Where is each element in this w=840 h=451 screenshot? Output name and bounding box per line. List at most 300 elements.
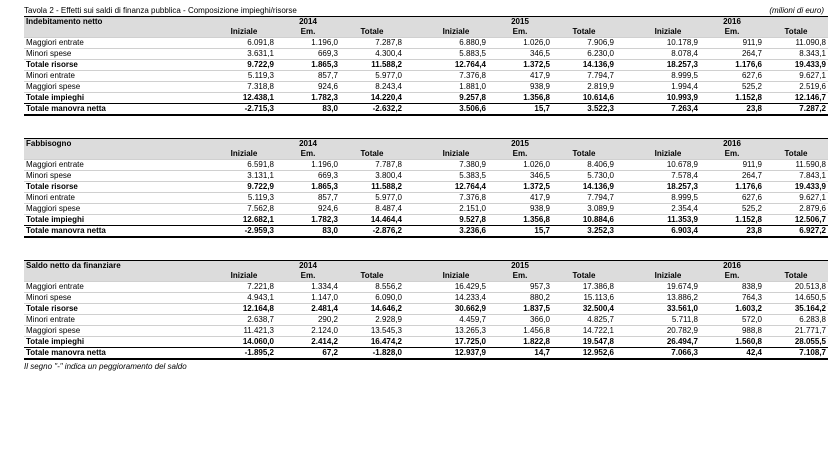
value-cell: 23,8 <box>700 226 764 238</box>
value-cell: 4.300,4 <box>340 49 404 60</box>
gap-cell <box>404 93 424 104</box>
column-subheader: Iniziale <box>636 149 700 160</box>
value-cell: 23,8 <box>700 104 764 116</box>
row-label: Totale risorse <box>24 304 212 315</box>
value-cell: 17.386,8 <box>552 282 616 293</box>
gap-cell <box>616 60 636 71</box>
value-cell: 7.794,7 <box>552 193 616 204</box>
year-header: 2015 <box>424 261 616 272</box>
value-cell: 838,9 <box>700 282 764 293</box>
value-cell: 21.771,7 <box>764 326 828 337</box>
empty-cell <box>24 27 212 38</box>
table-row <box>24 82 828 93</box>
value-cell: 7.263,4 <box>636 104 700 116</box>
value-cell: 3.800,4 <box>340 171 404 182</box>
gap-cell <box>616 215 636 226</box>
value-cell: 8.487,4 <box>340 204 404 215</box>
value-cell: 5.383,5 <box>424 171 488 182</box>
value-cell: 13.265,3 <box>424 326 488 337</box>
gap-cell <box>404 49 424 60</box>
value-cell: 9.722,9 <box>212 182 276 193</box>
year-header: 2015 <box>424 139 616 150</box>
gap-cell <box>404 38 424 49</box>
table-row <box>24 204 828 215</box>
column-subheader: Em. <box>488 149 552 160</box>
value-cell: 14,7 <box>488 348 552 360</box>
value-cell: 67,2 <box>276 348 340 360</box>
value-cell: 1.026,0 <box>488 38 552 49</box>
value-cell: -2.959,3 <box>212 226 276 238</box>
gap-cell <box>616 182 636 193</box>
section-header-row <box>24 139 828 150</box>
column-subheader-row <box>24 271 828 282</box>
value-cell: 911,9 <box>700 160 764 171</box>
units-label: (milioni di euro) <box>769 6 824 15</box>
value-cell: 20.513,8 <box>764 282 828 293</box>
gap-cell <box>404 171 424 182</box>
value-cell: 12.146,7 <box>764 93 828 104</box>
year-header: 2016 <box>636 261 828 272</box>
empty-cell <box>24 149 212 160</box>
column-subheader: Em. <box>276 271 340 282</box>
row-label: Minori spese <box>24 293 212 304</box>
gap-cell <box>404 71 424 82</box>
section-title: Fabbisogno <box>24 139 212 150</box>
value-cell: 3.252,3 <box>552 226 616 238</box>
value-cell: 264,7 <box>700 171 764 182</box>
value-cell: 14.233,4 <box>424 293 488 304</box>
value-cell: 8.556,2 <box>340 282 404 293</box>
value-cell: 11.421,3 <box>212 326 276 337</box>
table-row <box>24 38 828 49</box>
value-cell: 14.060,0 <box>212 337 276 348</box>
gap-cell <box>404 60 424 71</box>
section-spacer <box>24 116 824 138</box>
section-title: Indebitamento netto <box>24 17 212 28</box>
row-label: Totale impieghi <box>24 215 212 226</box>
value-cell: -2.876,2 <box>340 226 404 238</box>
value-cell: 7.066,3 <box>636 348 700 360</box>
table-caption <box>24 6 824 16</box>
value-cell: 5.977,0 <box>340 71 404 82</box>
gap-cell <box>616 348 636 360</box>
value-cell: 1.196,0 <box>276 38 340 49</box>
value-cell: 938,9 <box>488 82 552 93</box>
row-label: Totale risorse <box>24 182 212 193</box>
value-cell: 6.903,4 <box>636 226 700 238</box>
value-cell: 1.147,0 <box>276 293 340 304</box>
value-cell: 14.136,9 <box>552 60 616 71</box>
gap-cell <box>404 149 424 160</box>
gap-cell <box>616 226 636 238</box>
value-cell: 1.372,5 <box>488 60 552 71</box>
value-cell: 3.522,3 <box>552 104 616 116</box>
value-cell: 1.881,0 <box>424 82 488 93</box>
value-cell: 6.591,8 <box>212 160 276 171</box>
gap-cell <box>404 27 424 38</box>
column-subheader: Totale <box>340 27 404 38</box>
table-row <box>24 315 828 326</box>
value-cell: 8.243,4 <box>340 82 404 93</box>
gap-cell <box>616 17 636 28</box>
value-cell: 627,6 <box>700 193 764 204</box>
row-label: Totale risorse <box>24 60 212 71</box>
value-cell: 12.764,4 <box>424 60 488 71</box>
column-subheader: Em. <box>276 27 340 38</box>
year-header: 2014 <box>212 17 404 28</box>
year-header: 2016 <box>636 17 828 28</box>
section-spacer <box>24 238 824 260</box>
value-cell: 10.678,9 <box>636 160 700 171</box>
column-subheader: Totale <box>552 271 616 282</box>
year-header: 2014 <box>212 139 404 150</box>
value-cell: 11.588,2 <box>340 60 404 71</box>
value-cell: 83,0 <box>276 226 340 238</box>
gap-cell <box>616 27 636 38</box>
gap-cell <box>616 149 636 160</box>
row-label: Minori entrate <box>24 71 212 82</box>
gap-cell <box>616 315 636 326</box>
column-subheader: Iniziale <box>212 27 276 38</box>
value-cell: 28.055,5 <box>764 337 828 348</box>
gap-cell <box>404 315 424 326</box>
value-cell: 1.152,8 <box>700 215 764 226</box>
gap-cell <box>616 71 636 82</box>
value-cell: 7.376,8 <box>424 71 488 82</box>
value-cell: 1.176,6 <box>700 182 764 193</box>
value-cell: 988,8 <box>700 326 764 337</box>
value-cell: 2.879,6 <box>764 204 828 215</box>
gap-cell <box>616 271 636 282</box>
value-cell: 9.527,8 <box>424 215 488 226</box>
table-row <box>24 182 828 193</box>
value-cell: 880,2 <box>488 293 552 304</box>
row-label: Totale impieghi <box>24 337 212 348</box>
value-cell: 2.928,9 <box>340 315 404 326</box>
column-subheader: Totale <box>764 149 828 160</box>
value-cell: 7.380,9 <box>424 160 488 171</box>
value-cell: 12.952,6 <box>552 348 616 360</box>
gap-cell <box>404 82 424 93</box>
section-title: Saldo netto da finanziare <box>24 261 212 272</box>
value-cell: 525,2 <box>700 82 764 93</box>
value-cell: -2.632,2 <box>340 104 404 116</box>
empty-cell <box>24 271 212 282</box>
gap-cell <box>404 304 424 315</box>
row-label: Maggiori spese <box>24 204 212 215</box>
value-cell: 19.433,9 <box>764 182 828 193</box>
value-cell: 1.782,3 <box>276 215 340 226</box>
value-cell: 2.354,4 <box>636 204 700 215</box>
value-cell: 12.764,4 <box>424 182 488 193</box>
value-cell: 10.993,9 <box>636 93 700 104</box>
value-cell: 5.711,8 <box>636 315 700 326</box>
value-cell: 10.884,6 <box>552 215 616 226</box>
value-cell: 11.090,8 <box>764 38 828 49</box>
gap-cell <box>404 271 424 282</box>
value-cell: 5.119,3 <box>212 71 276 82</box>
value-cell: 16.474,2 <box>340 337 404 348</box>
value-cell: 11.588,2 <box>340 182 404 193</box>
value-cell: 1.865,3 <box>276 182 340 193</box>
column-subheader: Em. <box>276 149 340 160</box>
value-cell: 7.906,9 <box>552 38 616 49</box>
column-subheader: Totale <box>340 271 404 282</box>
value-cell: 1.865,3 <box>276 60 340 71</box>
table-row <box>24 49 828 60</box>
value-cell: 19.674,9 <box>636 282 700 293</box>
value-cell: 18.257,3 <box>636 60 700 71</box>
gap-cell <box>616 282 636 293</box>
gap-cell <box>616 38 636 49</box>
value-cell: 14.650,5 <box>764 293 828 304</box>
value-cell: 12.164,8 <box>212 304 276 315</box>
section-table <box>24 16 828 116</box>
value-cell: 5.883,5 <box>424 49 488 60</box>
value-cell: 9.257,8 <box>424 93 488 104</box>
gap-cell <box>404 293 424 304</box>
value-cell: 2.414,2 <box>276 337 340 348</box>
value-cell: 2.819,9 <box>552 82 616 93</box>
value-cell: 924,6 <box>276 82 340 93</box>
row-label: Totale manovra netta <box>24 104 212 116</box>
value-cell: 1.560,8 <box>700 337 764 348</box>
value-cell: 14.136,9 <box>552 182 616 193</box>
value-cell: 9.627,1 <box>764 71 828 82</box>
value-cell: 264,7 <box>700 49 764 60</box>
column-subheader: Em. <box>488 27 552 38</box>
value-cell: 346,5 <box>488 171 552 182</box>
value-cell: 3.089,9 <box>552 204 616 215</box>
value-cell: 7.108,7 <box>764 348 828 360</box>
table-row <box>24 326 828 337</box>
value-cell: 5.977,0 <box>340 193 404 204</box>
gap-cell <box>404 226 424 238</box>
column-subheader: Iniziale <box>424 271 488 282</box>
section-table <box>24 260 828 360</box>
gap-cell <box>404 261 424 272</box>
value-cell: 14.646,2 <box>340 304 404 315</box>
gap-cell <box>404 182 424 193</box>
gap-cell <box>616 304 636 315</box>
value-cell: 26.494,7 <box>636 337 700 348</box>
row-label: Totale manovra netta <box>24 348 212 360</box>
gap-cell <box>404 348 424 360</box>
value-cell: 938,9 <box>488 204 552 215</box>
value-cell: 1.026,0 <box>488 160 552 171</box>
value-cell: 6.090,0 <box>340 293 404 304</box>
value-cell: 15,7 <box>488 104 552 116</box>
value-cell: 957,3 <box>488 282 552 293</box>
value-cell: 1.822,8 <box>488 337 552 348</box>
row-label: Minori spese <box>24 171 212 182</box>
value-cell: 19.547,8 <box>552 337 616 348</box>
section-header-row <box>24 17 828 28</box>
value-cell: 7.787,8 <box>340 160 404 171</box>
value-cell: 12.682,1 <box>212 215 276 226</box>
column-subheader: Totale <box>552 27 616 38</box>
value-cell: -1.828,0 <box>340 348 404 360</box>
value-cell: 8.343,1 <box>764 49 828 60</box>
value-cell: 1.356,8 <box>488 93 552 104</box>
row-label: Minori entrate <box>24 315 212 326</box>
column-subheader: Totale <box>340 149 404 160</box>
value-cell: 911,9 <box>700 38 764 49</box>
value-cell: 2.124,0 <box>276 326 340 337</box>
value-cell: 6.091,8 <box>212 38 276 49</box>
document-page <box>24 6 824 372</box>
gap-cell <box>616 261 636 272</box>
value-cell: 9.627,1 <box>764 193 828 204</box>
column-subheader: Iniziale <box>636 271 700 282</box>
value-cell: 10.178,9 <box>636 38 700 49</box>
value-cell: 7.843,1 <box>764 171 828 182</box>
value-cell: 6.880,9 <box>424 38 488 49</box>
value-cell: 3.131,1 <box>212 171 276 182</box>
year-header: 2016 <box>636 139 828 150</box>
value-cell: 2.481,4 <box>276 304 340 315</box>
gap-cell <box>404 337 424 348</box>
table-row <box>24 71 828 82</box>
table-row <box>24 348 828 360</box>
value-cell: 7.221,8 <box>212 282 276 293</box>
column-subheader: Em. <box>700 27 764 38</box>
table-row <box>24 226 828 238</box>
row-label: Maggiori spese <box>24 82 212 93</box>
gap-cell <box>616 326 636 337</box>
value-cell: 7.318,8 <box>212 82 276 93</box>
row-label: Totale manovra netta <box>24 226 212 238</box>
table-row <box>24 215 828 226</box>
column-subheader: Em. <box>488 271 552 282</box>
gap-cell <box>616 104 636 116</box>
table-row <box>24 60 828 71</box>
table-title: Tavola 2 - Effetti sui saldi di finanza pubblica - Composizione impieghi/risorse <box>24 6 297 15</box>
table-row <box>24 193 828 204</box>
value-cell: 1.837,5 <box>488 304 552 315</box>
table-row <box>24 282 828 293</box>
value-cell: 417,9 <box>488 193 552 204</box>
value-cell: 4.825,7 <box>552 315 616 326</box>
value-cell: 12.438,1 <box>212 93 276 104</box>
table-row <box>24 304 828 315</box>
value-cell: 15,7 <box>488 226 552 238</box>
column-subheader: Iniziale <box>424 149 488 160</box>
table-row <box>24 337 828 348</box>
gap-cell <box>616 82 636 93</box>
value-cell: 32.500,4 <box>552 304 616 315</box>
column-subheader: Totale <box>764 27 828 38</box>
value-cell: 20.782,9 <box>636 326 700 337</box>
value-cell: 1.152,8 <box>700 93 764 104</box>
value-cell: 16.429,5 <box>424 282 488 293</box>
value-cell: 33.561,0 <box>636 304 700 315</box>
value-cell: 669,3 <box>276 49 340 60</box>
row-label: Minori spese <box>24 49 212 60</box>
value-cell: 7.287,2 <box>764 104 828 116</box>
section-header-row <box>24 261 828 272</box>
value-cell: 8.999,5 <box>636 71 700 82</box>
value-cell: 18.257,3 <box>636 182 700 193</box>
value-cell: 1.334,4 <box>276 282 340 293</box>
column-subheader: Iniziale <box>212 149 276 160</box>
value-cell: 8.078,4 <box>636 49 700 60</box>
section-table <box>24 138 828 238</box>
value-cell: 1.176,6 <box>700 60 764 71</box>
value-cell: 6.230,0 <box>552 49 616 60</box>
column-subheader: Totale <box>552 149 616 160</box>
gap-cell <box>404 326 424 337</box>
column-subheader: Em. <box>700 271 764 282</box>
table-row <box>24 293 828 304</box>
gap-cell <box>616 337 636 348</box>
value-cell: 346,5 <box>488 49 552 60</box>
value-cell: 15.113,6 <box>552 293 616 304</box>
value-cell: 14.464,4 <box>340 215 404 226</box>
gap-cell <box>404 17 424 28</box>
value-cell: 290,2 <box>276 315 340 326</box>
gap-cell <box>616 204 636 215</box>
value-cell: 30.662,9 <box>424 304 488 315</box>
value-cell: 7.376,8 <box>424 193 488 204</box>
table-row <box>24 160 828 171</box>
value-cell: 10.614,6 <box>552 93 616 104</box>
gap-cell <box>404 193 424 204</box>
gap-cell <box>404 139 424 150</box>
gap-cell <box>404 215 424 226</box>
gap-cell <box>616 293 636 304</box>
value-cell: 8.999,5 <box>636 193 700 204</box>
gap-cell <box>616 93 636 104</box>
table-row <box>24 93 828 104</box>
value-cell: 1.994,4 <box>636 82 700 93</box>
row-label: Minori entrate <box>24 193 212 204</box>
gap-cell <box>404 104 424 116</box>
column-subheader: Em. <box>700 149 764 160</box>
value-cell: 14.220,4 <box>340 93 404 104</box>
value-cell: 1.196,0 <box>276 160 340 171</box>
value-cell: 6.283,8 <box>764 315 828 326</box>
value-cell: 764,3 <box>700 293 764 304</box>
value-cell: 12.506,7 <box>764 215 828 226</box>
value-cell: 6.927,2 <box>764 226 828 238</box>
value-cell: 4.459,7 <box>424 315 488 326</box>
table-row <box>24 104 828 116</box>
column-subheader: Iniziale <box>636 27 700 38</box>
row-label: Maggiori entrate <box>24 160 212 171</box>
value-cell: 525,2 <box>700 204 764 215</box>
column-subheader-row <box>24 149 828 160</box>
column-subheader: Iniziale <box>212 271 276 282</box>
value-cell: 3.506,6 <box>424 104 488 116</box>
gap-cell <box>616 193 636 204</box>
value-cell: 3.631,1 <box>212 49 276 60</box>
value-cell: 12.937,9 <box>424 348 488 360</box>
value-cell: 19.433,9 <box>764 60 828 71</box>
value-cell: 3.236,6 <box>424 226 488 238</box>
value-cell: 14.722,1 <box>552 326 616 337</box>
column-subheader-row <box>24 27 828 38</box>
gap-cell <box>616 171 636 182</box>
value-cell: 7.794,7 <box>552 71 616 82</box>
gap-cell <box>616 49 636 60</box>
value-cell: 13.545,3 <box>340 326 404 337</box>
value-cell: 13.886,2 <box>636 293 700 304</box>
value-cell: 8.406,9 <box>552 160 616 171</box>
year-header: 2014 <box>212 261 404 272</box>
value-cell: 5.730,0 <box>552 171 616 182</box>
value-cell: 17.725,0 <box>424 337 488 348</box>
